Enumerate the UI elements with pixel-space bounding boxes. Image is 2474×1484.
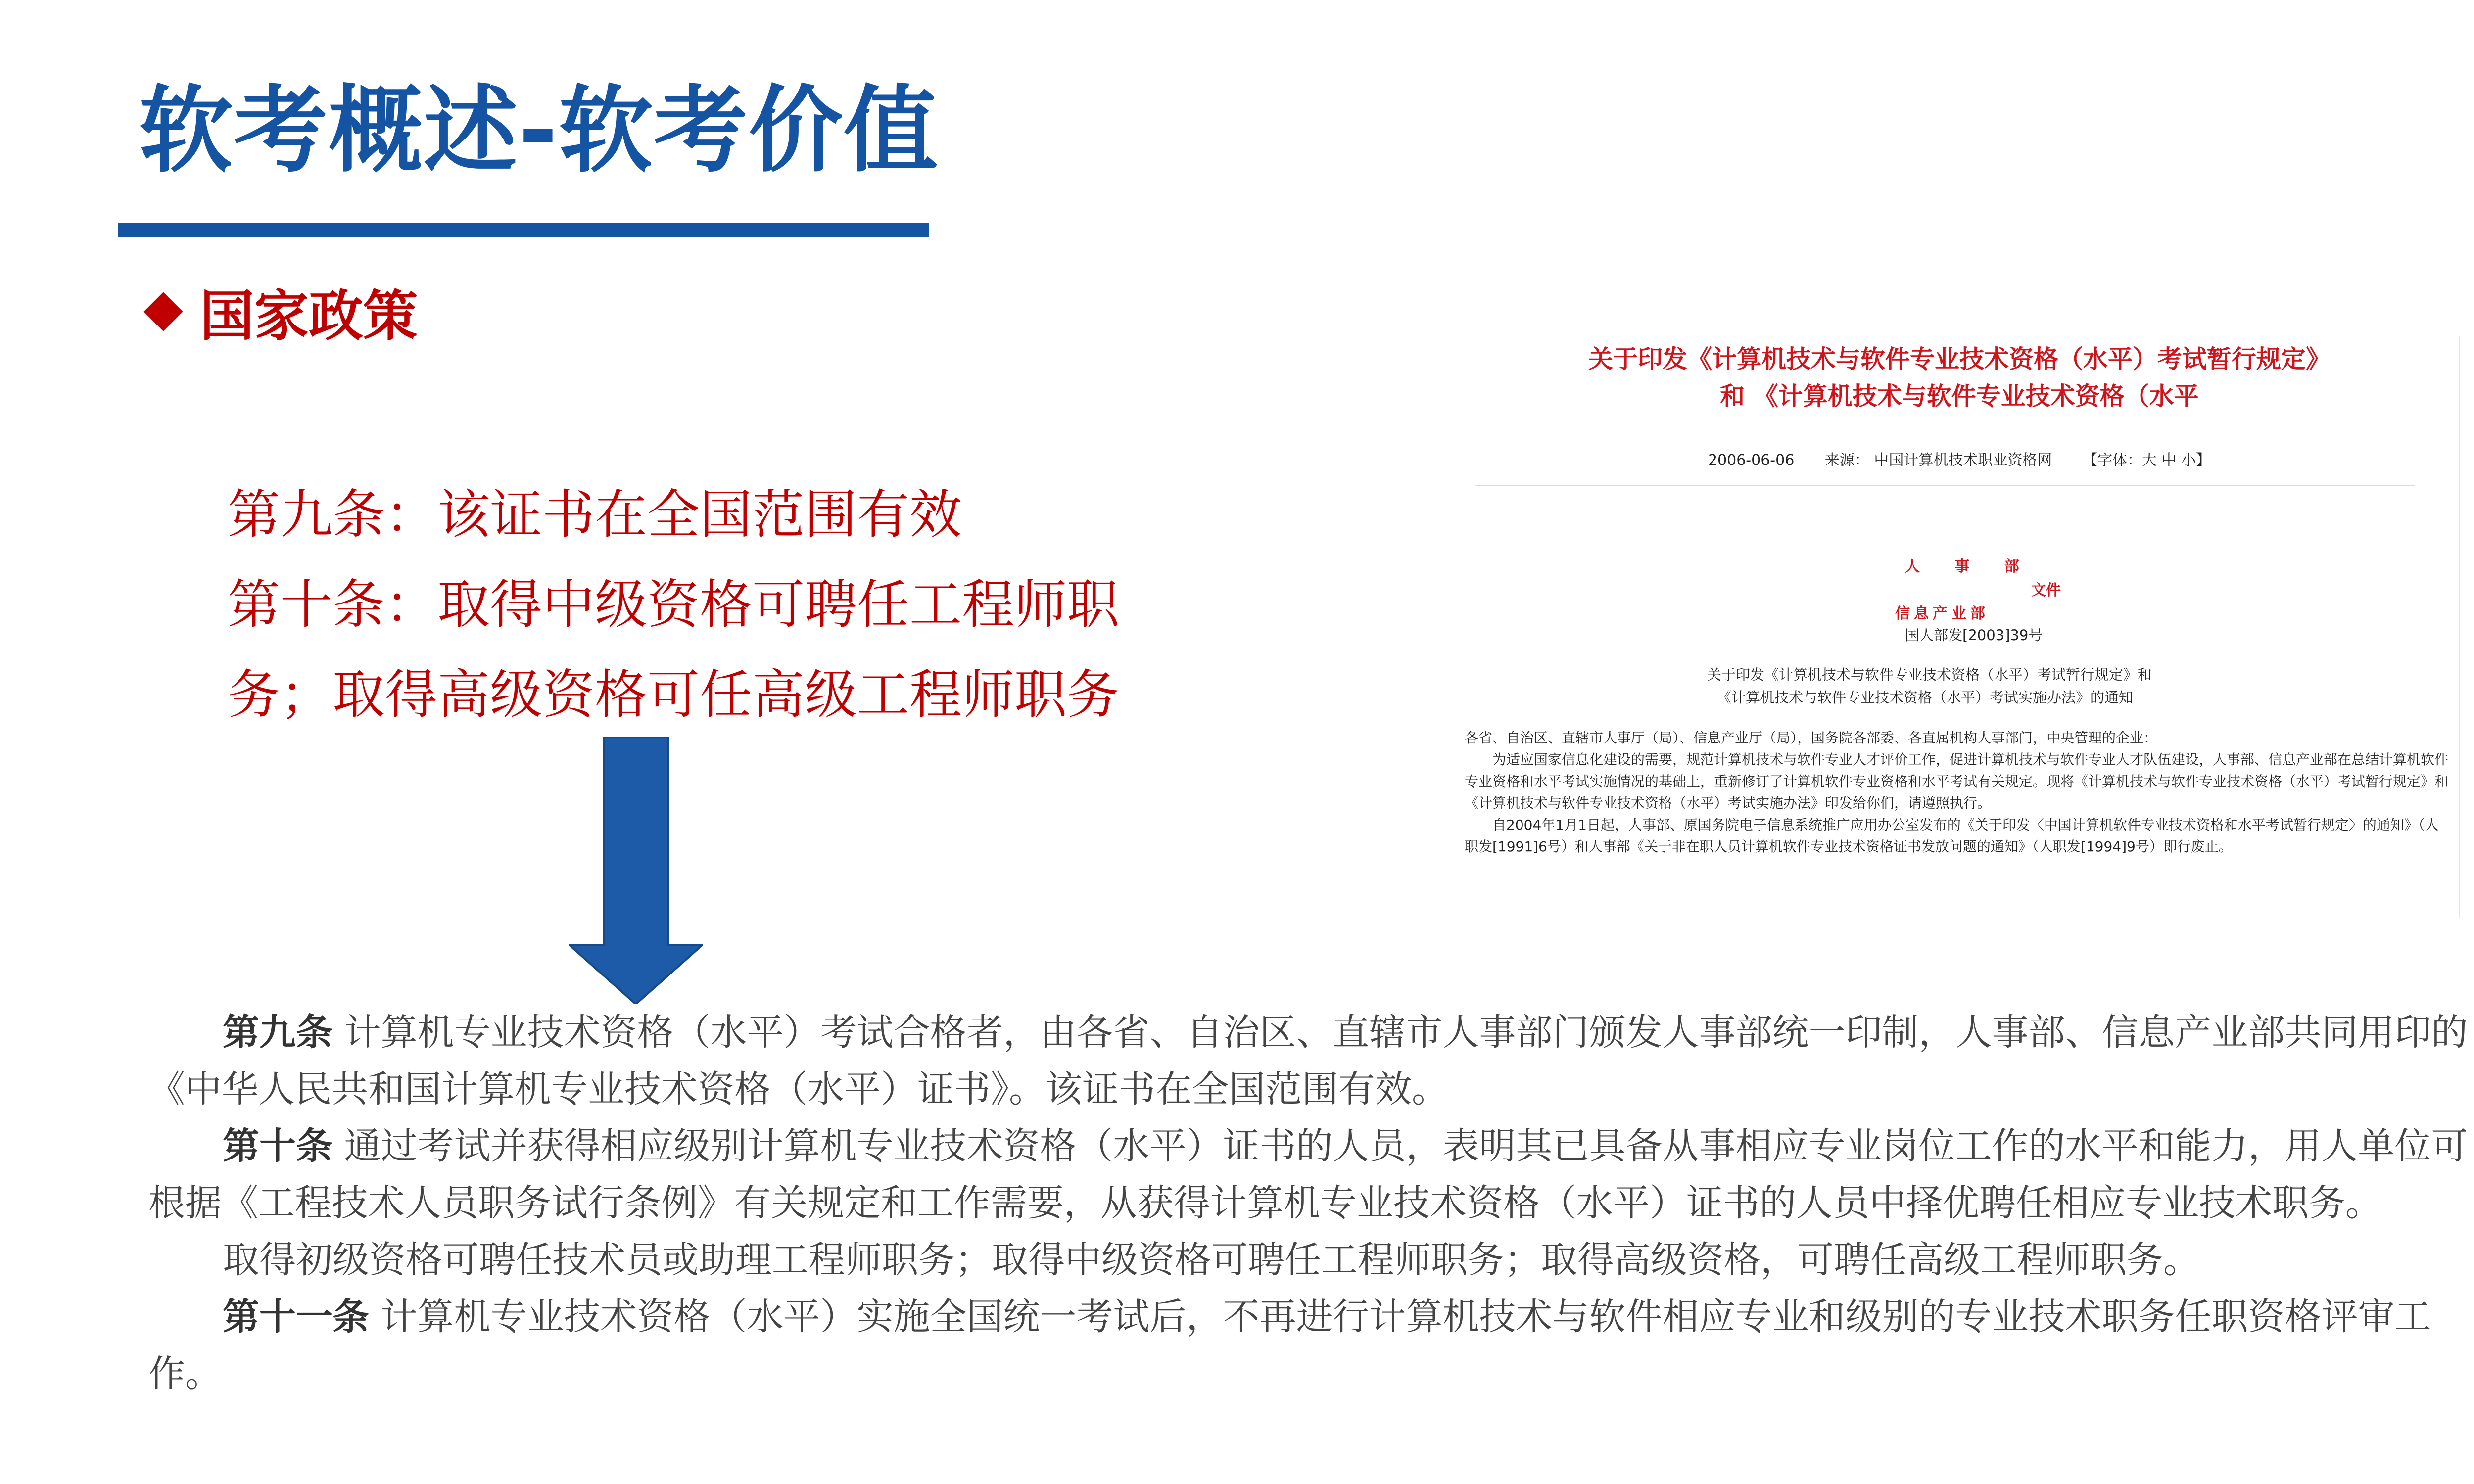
article-9 (148, 1004, 2474, 1118)
regulation-excerpt (148, 1004, 2474, 1402)
notice-subject-line2: 《计算机技术与软件专业技术资格（水平）考试实施办法》的通知 (1717, 689, 2134, 706)
notice-body (1465, 727, 2449, 858)
down-arrow-icon (569, 737, 703, 1004)
title-underline (118, 223, 929, 237)
article-10-paragraph-2: 取得初级资格可聘任技术员或助理工程师职务；取得中级资格可聘任工程师职务；取得高级资格，可聘任高级工程师职务。 (223, 1239, 2200, 1281)
policy-summary (228, 470, 1118, 740)
notice-source: 来源： 中国计算机技术职业资格网 (1824, 452, 2052, 469)
summary-line: 第十条：取得中级资格可聘任工程师职 (228, 574, 1119, 635)
notice-title-line2: 和 《计算机技术与软件专业技术资格（水平 (1720, 382, 2199, 411)
section-heading-label: 国家政策 (200, 284, 418, 348)
notice-paragraph: 自2004年1月1日起，人事部、原国务院电子信息系统推广应用办公室发布的《关于印发〈中国计算机软件专业技术资格和水平考试暂行规定〉的通知》（人职发[1991]6号）和人事部《关于非在职人员计算机软件专业技术资格证书发放问题的通知》（人职发[1994]9号）即行废止。 (1465, 817, 2439, 855)
notice-subject-line1: 关于印发《计算机技术与软件专业技术资格（水平）考试暂行规定》和 (1707, 666, 2152, 683)
notice-title-line1: 关于印发《计算机技术与软件专业技术资格（水平）考试暂行规定》 (1588, 345, 2331, 373)
diamond-bullet-icon (143, 292, 183, 331)
notice-document-image (1460, 336, 2460, 918)
font-size-control[interactable]: 【字体：大 中 小】 (2082, 452, 2211, 469)
article-10 (148, 1118, 2474, 1232)
article-text: 计算机专业技术资格（水平）考试合格者，由各省、自治区、直辖市人事部门颁发人事部统一印制，人事部、信息产业部共同用印的《中华人民共和国计算机专业技术资格（水平）证书》。该证书在全国范围有效。 (148, 1011, 2468, 1111)
notice-meta (1460, 448, 2459, 469)
article-label: 第十条 (223, 1125, 333, 1167)
article-11 (148, 1289, 2474, 1402)
divider (1475, 485, 2415, 486)
article-text: 通过考试并获得相应级别计算机专业技术资格（水平）证书的人员，表明其已具备从事相应专业岗位工作的水平和能力，用人单位可根据《工程技术人员职务试行条例》有关规定和工作需要，从获得计算机专业技术资格（水平）证书的人员中择优聘任相应专业技术职务。 (148, 1125, 2468, 1224)
document-number: 国人部发[2003]39号 (1905, 627, 2043, 644)
summary-line: 务；取得高级资格可任高级工程师职务 (228, 664, 1119, 725)
section-heading (143, 279, 418, 348)
article-label: 第十一条 (223, 1296, 369, 1338)
document-label: 文件 (2031, 582, 2061, 599)
notice-date: 2006-06-06 (1708, 452, 1795, 469)
page-title: 软考概述-软考价值 (139, 76, 939, 185)
issuing-org-1: 人 事 部 (1905, 558, 2034, 575)
summary-line: 第九条：该证书在全国范围有效 (228, 484, 962, 545)
notice-paragraph: 为适应国家信息化建设的需要，规范计算机技术与软件专业人才评价工作，促进计算机技术与软件专业人才队伍建设，人事部、信息产业部在总结计算机软件专业资格和水平考试实施情况的基础上，重新修订了计算机软件专业资格和水平考试有关规定。现将《计算机技术与软件专业技术资格（水平）考试暂行规定》和《计算机技术与软件专业技术资格（水平）考试实施办法》印发给你们，请遵照执行。 (1465, 751, 2449, 811)
article-text: 计算机专业技术资格（水平）实施全国统一考试后，不再进行计算机技术与软件相应专业和级别的专业技术职务任职资格评审工作。 (148, 1296, 2431, 1395)
issuing-org-2: 信息产业部 (1895, 605, 1989, 622)
article-label: 第九条 (223, 1011, 333, 1054)
notice-paragraph: 各省、自治区、直辖市人事厅（局）、信息产业厅（局），国务院各部委、各直属机构人事部门，中央管理的企业： (1465, 730, 2158, 746)
